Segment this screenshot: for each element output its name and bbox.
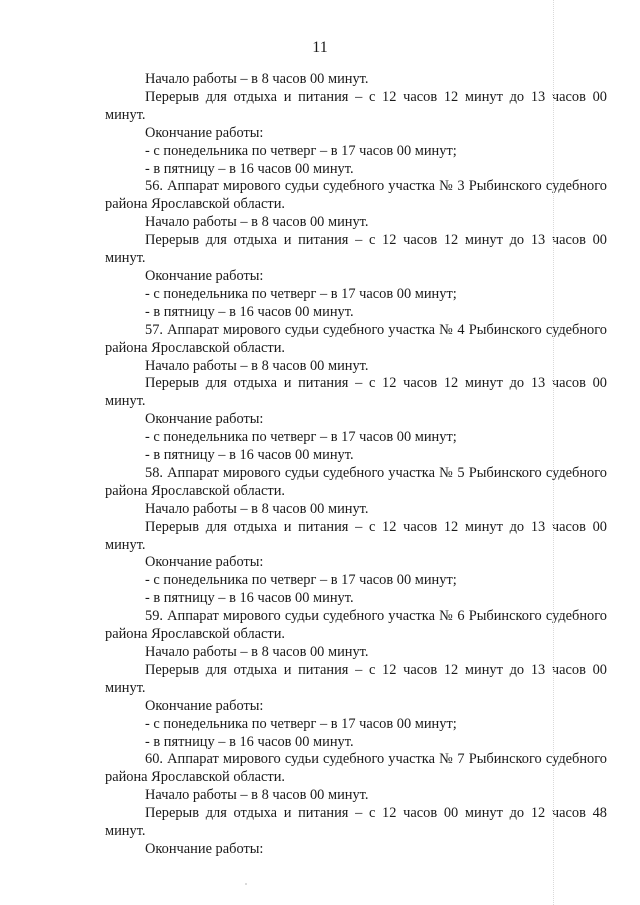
scan-speck xyxy=(245,883,247,885)
paragraph: - в пятницу – в 16 часов 00 минут. xyxy=(145,303,354,320)
section-heading: 57. Аппарат мирового судьи судебного участка № 4 Рыбинского судебного района Ярославской области. xyxy=(105,321,607,356)
paragraph: Перерыв для отдыха и питания – с 12 часов 12 минут до 13 часов 00 минут. xyxy=(105,661,607,696)
paragraph: - с понедельника по четверг – в 17 часов 00 минут; xyxy=(145,142,457,159)
paragraph: Начало работы – в 8 часов 00 минут. xyxy=(145,500,369,517)
scan-edge-line xyxy=(553,0,554,905)
section-heading: 60. Аппарат мирового судьи судебного участка № 7 Рыбинского судебного района Ярославской области. xyxy=(105,751,607,786)
section-heading: 59. Аппарат мирового судьи судебного участка № 6 Рыбинского судебного района Ярославской области. xyxy=(105,608,607,643)
page-number: 11 xyxy=(312,39,328,56)
paragraph: Начало работы – в 8 часов 00 минут. xyxy=(145,71,369,87)
section-heading: 58. Аппарат мирового судьи судебного участка № 5 Рыбинского судебного района Ярославской области. xyxy=(105,464,607,499)
paragraph: - с понедельника по четверг – в 17 часов 00 минут; xyxy=(145,429,457,446)
paragraph: Окончание работы: xyxy=(145,124,264,141)
paragraph: - в пятницу – в 16 часов 00 минут. xyxy=(145,733,354,750)
paragraph: Перерыв для отдыха и питания – с 12 часов 12 минут до 13 часов 00 минут. xyxy=(105,88,607,123)
paragraph: - в пятницу – в 16 часов 00 минут. xyxy=(145,590,354,607)
paragraph: Перерыв для отдыха и питания – с 12 часов 00 минут до 12 часов 48 минут. xyxy=(105,805,607,840)
paragraph: Окончание работы: xyxy=(145,411,264,428)
paragraph: Окончание работы: xyxy=(145,840,264,857)
paragraph: Начало работы – в 8 часов 00 минут. xyxy=(145,214,369,231)
paragraph: Перерыв для отдыха и питания – с 12 часов 12 минут до 13 часов 00 минут. xyxy=(105,518,607,553)
section-heading: 56. Аппарат мирового судьи судебного участка № 3 Рыбинского судебного района Ярославской области. xyxy=(105,178,607,213)
paragraph: Начало работы – в 8 часов 00 минут. xyxy=(145,357,369,374)
paragraph: Окончание работы: xyxy=(145,697,264,714)
paragraph: Начало работы – в 8 часов 00 минут. xyxy=(145,644,369,660)
paragraph: Окончание работы: xyxy=(145,554,264,571)
paragraph: Перерыв для отдыха и питания – с 12 часов 12 минут до 13 часов 00 минут. xyxy=(105,375,607,410)
document-body xyxy=(105,71,607,859)
paragraph: Начало работы – в 8 часов 00 минут. xyxy=(145,787,369,804)
paragraph: - с понедельника по четверг – в 17 часов 00 минут; xyxy=(145,715,457,732)
paragraph: - в пятницу – в 16 часов 00 минут. xyxy=(145,447,354,464)
paragraph: - с понедельника по четверг – в 17 часов 00 минут; xyxy=(145,572,457,589)
paragraph: Перерыв для отдыха и питания – с 12 часов 12 минут до 13 часов 00 минут. xyxy=(105,232,607,267)
paragraph: - с понедельника по четверг – в 17 часов 00 минут; xyxy=(145,285,457,302)
paragraph: - в пятницу – в 16 часов 00 минут. xyxy=(145,160,354,177)
paragraph: Окончание работы: xyxy=(145,267,264,284)
